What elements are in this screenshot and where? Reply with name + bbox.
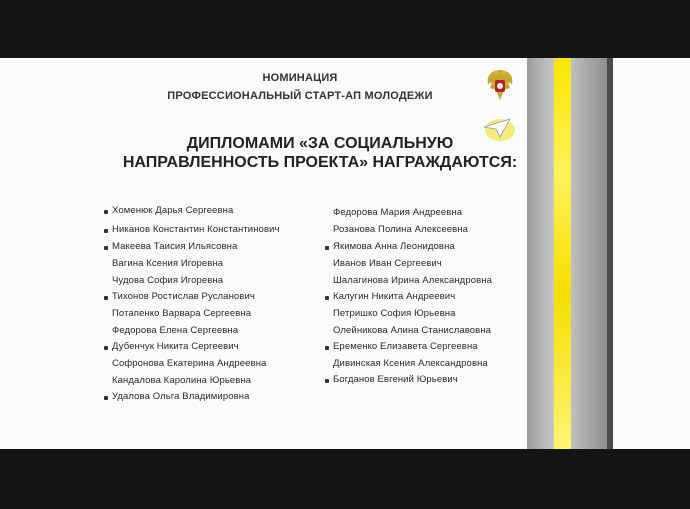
nominee-name: Чудова София Игоревна bbox=[112, 275, 224, 286]
nominee-name: Петришко София Юрьевна bbox=[333, 308, 456, 319]
nominee-name: Иванов Иван Сергеевич bbox=[333, 258, 442, 269]
nominee-name: Потапенко Варвара Сергеевна bbox=[112, 308, 252, 319]
nominee-name: Тихонов Ростислав Русланович bbox=[112, 291, 255, 302]
bullet-icon bbox=[104, 296, 108, 300]
bullet-icon bbox=[325, 246, 329, 250]
nominee-name: Еременко Елизавета Сергеевна bbox=[333, 341, 478, 352]
nominee-name: Шалагинова Ирина Александровна bbox=[333, 275, 492, 286]
bullet-icon bbox=[104, 210, 108, 214]
nominee-name: Хоменюк Дарья Сергеевна bbox=[112, 205, 234, 216]
nominee-name: Софронова Екатерина Андреевна bbox=[112, 358, 267, 369]
nominee-name: Дубенчук Никита Сергеевич bbox=[112, 341, 239, 352]
bullet-icon bbox=[104, 346, 108, 350]
heading-line-2: НАПРАВЛЕННОСТЬ ПРОЕКТА» НАГРАЖДАЮТСЯ: bbox=[122, 154, 518, 171]
nominee-name: Федорова Мария Андреевна bbox=[333, 207, 463, 218]
nominee-name: Кандалова Каролина Юрьевна bbox=[112, 375, 252, 386]
nominee-name: Вагина Ксения Игоревна bbox=[112, 258, 224, 269]
top-black-bar bbox=[0, 0, 690, 58]
bullet-icon bbox=[325, 379, 329, 383]
bullet-icon bbox=[104, 396, 108, 400]
bullet-icon bbox=[325, 346, 329, 350]
nominee-name: Калугин Никита Андреевич bbox=[333, 291, 456, 302]
nominee-name: Богданов Евгений Юрьевич bbox=[333, 374, 458, 385]
bullet-icon bbox=[104, 229, 108, 233]
bottom-black-bar bbox=[0, 449, 690, 509]
nominee-name: Федорова Елена Сергеевна bbox=[112, 325, 239, 336]
nomination-title: ПРОФЕССИОНАЛЬНЫЙ СТАРТ-АП МОЛОДЕЖИ bbox=[167, 90, 433, 102]
nominee-name: Дивинская Ксения Александровна bbox=[333, 358, 488, 369]
nominee-name: Олейникова Алина Станиславовна bbox=[333, 325, 492, 336]
nominee-name: Макеева Таисия Ильясовна bbox=[112, 241, 238, 252]
nominee-name: Якимова Анна Леонидовна bbox=[333, 241, 455, 252]
nominee-name: Удалова Ольга Владимировна bbox=[112, 391, 250, 402]
bullet-icon bbox=[104, 246, 108, 250]
nominee-name: Розанова Полина Алексеевна bbox=[333, 224, 468, 235]
nomination-label: НОМИНАЦИЯ bbox=[262, 72, 338, 84]
bullet-icon bbox=[325, 296, 329, 300]
decorative-dark-stripe bbox=[607, 58, 613, 449]
decorative-yellow-stripe bbox=[554, 58, 571, 449]
nominee-name: Никанов Константин Константинович bbox=[112, 224, 280, 235]
heading-line-1: ДИПЛОМАМИ «ЗА СОЦИАЛЬНУЮ bbox=[186, 135, 454, 152]
coat-of-arms-icon bbox=[482, 66, 518, 104]
presentation-slide bbox=[0, 58, 690, 449]
